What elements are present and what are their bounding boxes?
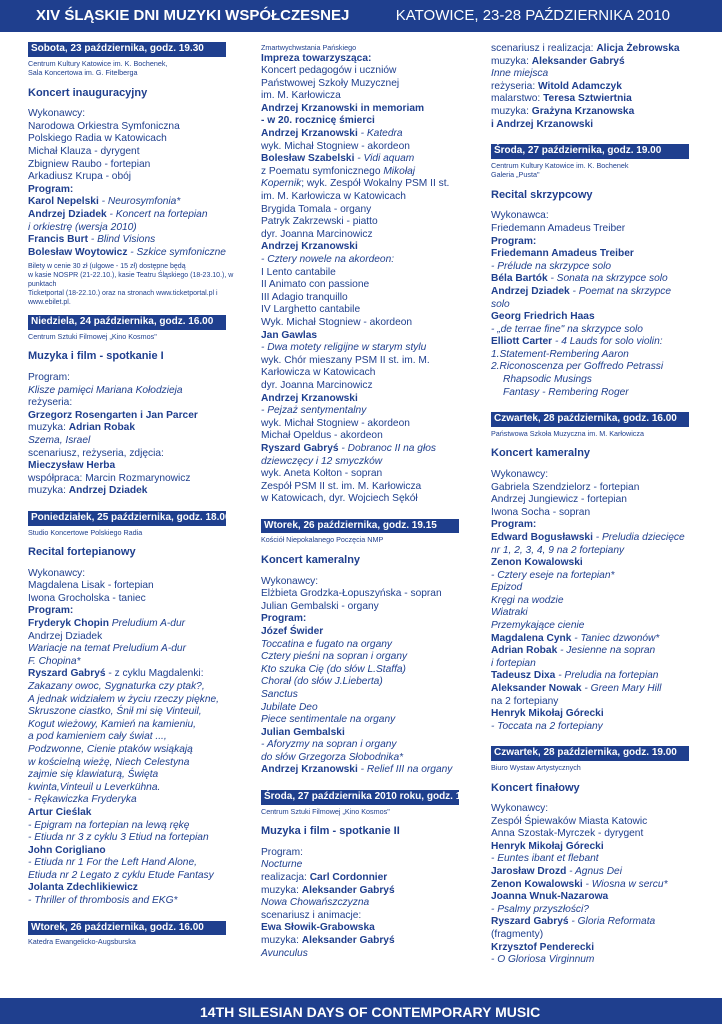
performers-label: Wykonawcy: (261, 575, 319, 587)
event-date: Poniedziałek, 25 października, godz. 18.00 (28, 511, 226, 526)
credit: muzyka: Aleksander Gabryś (261, 934, 395, 946)
event-heading: Impreza towarzysząca: (261, 52, 372, 64)
column-1 (28, 40, 244, 947)
program-item: zajmie się klawiaturą, Święta (28, 769, 159, 781)
program-item: kwinta,Vinteuil u Leverkühna. (28, 781, 161, 793)
composer: Henryk Mikołaj Górecki (491, 840, 604, 852)
program-item: Kto szuka Cię (do słów L.Staffa) (261, 663, 406, 675)
credit: Grzegorz Rosengarten i Jan Parcer (28, 409, 198, 421)
concert-title: Muzyka i film - spotkanie II (261, 825, 400, 838)
program-item: Andrzej Dziadek - Poemat na skrzypce (491, 285, 672, 297)
city-dates: KATOWICE, 23-28 PAŹDZIERNIKA 2010 (395, 7, 670, 24)
program-label: Program: (28, 183, 74, 195)
composer: Friedemann Amadeus Treiber (491, 248, 634, 260)
program-item: A jednak widziałem w życiu rzeczy piękne, (28, 693, 219, 705)
program-item: Magdalena Cynk - Taniec dzwonów* (491, 632, 660, 644)
performers-label: Wykonawca: (491, 210, 549, 222)
concert-title: Koncert inauguracyjny (28, 86, 148, 99)
performer: Julian Gembalski - organy (261, 600, 379, 612)
performer: Polskiego Radia w Katowicach (28, 133, 167, 145)
concert-title: Koncert kameralny (261, 553, 361, 566)
text-line: Karłowicza w Katowicach (261, 367, 376, 379)
program-item: - Psalmy przyszłości? (491, 903, 589, 915)
program-item: i orkiestrę (wersja 2010) (28, 221, 137, 233)
program-item: Piece sentimentale na organy (261, 714, 396, 726)
program-item: - Etiuda nr 3 z cyklu 3 Etiud na fortepian (28, 832, 209, 844)
text-line: wyk. Aneta Kołton - sopran (261, 468, 383, 480)
credit: reżyseria: (28, 397, 73, 409)
film-title: Avunculus (261, 947, 308, 959)
film-title: Klisze pamięci Mariana Kołodzieja (28, 384, 183, 396)
program-item: - Prélude na skrzypce solo (491, 260, 612, 272)
composer: Józef Świder (261, 625, 324, 637)
program-item: Bolesław Woytowicz - Szkice symfoniczne (28, 246, 226, 258)
venue: Centrum Kultury Katowice im. K. Bochenek, Sala Koncertowa im. G. Fitelberga (28, 58, 168, 78)
program-item: Francis Burt - Blind Visions (28, 234, 156, 246)
film-title: Szema, Israel (28, 434, 91, 446)
program-item: Edward Bogusławski - Preludia dziecięce (491, 531, 685, 543)
credit: Ewa Słowik-Grabowska (261, 922, 375, 934)
program-item: Przemykające cienie (491, 620, 585, 632)
ticket-info: Bilety w cenie 30 zł (ulgowe - 15 zł) dostępne będą w kasie NOSPR (21-22.10.), kasie Teatru Śląskiego (18-23.10.), w punktach Ticketportal (18-22.10.) oraz na stronach www.ticketportal.pl i www.ebilet.pl. (28, 263, 234, 307)
event-date: Wtorek, 26 października, godz. 16.00 (28, 921, 226, 936)
performer: Narodowa Orkiestra Symfoniczna (28, 120, 180, 132)
program-item: Etiuda nr 2 Legato z cyklu Etude Fantasy (28, 869, 214, 881)
credit: reżyseria: Witold Adamczyk (491, 80, 622, 92)
text-line: im. M. Karłowicza w Katowicach (261, 191, 406, 203)
text-line: wyk. Michał Stogniew - akordeon (261, 140, 410, 152)
program-item: Andrzej Krzanowski - Relief III na organy (261, 764, 453, 776)
composer: Krzysztof Penderecki (491, 941, 595, 953)
program-item: - Epigram na fortepian na lewą rękę (28, 819, 190, 831)
text-line: Wyk. Michał Stogniew - akordeon (261, 316, 413, 328)
program-item: Tadeusz Dixa - Preludia na fortepian (491, 670, 659, 682)
program-item: Sanctus (261, 688, 298, 700)
credit: muzyka: Aleksander Gabryś (491, 55, 625, 67)
performer: Iwona Socha - sopran (491, 506, 591, 518)
event-date: Czwartek, 28 października, godz. 19.00 (491, 746, 689, 761)
composer: Zenon Kowalowski (491, 557, 583, 569)
text-line: Koncert pedagogów i uczniów (261, 65, 397, 77)
footer-title: 14TH SILESIAN DAYS OF CONTEMPORARY MUSIC (200, 1004, 541, 1020)
program-item: Béla Bartók - Sonata na skrzypce solo (491, 273, 668, 285)
performers-label: Wykonawcy: (491, 803, 549, 815)
performers-label: Wykonawcy: (28, 567, 86, 579)
composer: Andrzej Krzanowski (261, 392, 358, 404)
venue: Studio Koncertowe Polskiego Radia (28, 527, 143, 537)
program-item: - O Gloriosa Virginnum (491, 954, 595, 966)
program-item: Wariacje na temat Preludium A-dur (28, 643, 186, 655)
program-label: Program: (261, 613, 307, 625)
column-3 (491, 43, 701, 967)
program-item: Ryszard Gabryś - Gloria Reformata (491, 916, 656, 928)
program-item: Ryszard Gabryś - z cyklu Magdalenki: (28, 668, 204, 680)
venue: Centrum Sztuki Filmowej „Kino Kosmos" (28, 331, 157, 341)
text-line: wyk. Michał Stogniew - akordeon (261, 417, 410, 429)
credit: malarstwo: Teresa Sztwiertnia (491, 93, 632, 105)
program-item: a pod kamieniem cały świat ..., (28, 731, 167, 743)
header-bar (0, 0, 722, 32)
concert-title: Recital skrzypcowy (491, 188, 593, 201)
composer: Julian Gembalski (261, 726, 345, 738)
composer: Jan Gawlas (261, 329, 318, 341)
performers-label: Wykonawcy: (28, 108, 86, 120)
performer: Magdalena Lisak - fortepian (28, 580, 154, 592)
composer: Andrzej Krzanowski (261, 241, 358, 253)
program-item: - Cztery eseje na fortepian* (491, 569, 615, 581)
performers-label: Wykonawcy: (491, 468, 549, 480)
text-line: Brygida Tomala - organy (261, 203, 372, 215)
program-item: dziewczęcy i 12 smyczków (261, 455, 383, 467)
composer: Henryk Mikołaj Górecki (491, 708, 604, 720)
performer: Friedemann Amadeus Treiber (491, 222, 626, 234)
venue: Centrum Sztuki Filmowej „Kino Kosmos" (261, 806, 390, 816)
credit: scenariusz i realizacja: Alicja Żebrowska (491, 43, 680, 54)
text-line: im. M. Karłowicza (261, 90, 341, 102)
program-item: - Euntes ibant et flebant (491, 853, 599, 865)
film-title: Inne miejsca (491, 68, 549, 80)
event-date: Środa, 27 października, godz. 19.00 (491, 144, 689, 159)
composer: John Corigliano (28, 844, 106, 856)
film-title: Nocturne (261, 859, 303, 871)
program-item: Jubilate Deo (261, 701, 318, 713)
event-heading: - w 20. rocznicę śmierci (261, 115, 375, 127)
program-item: Fantasy - Rembering Roger (503, 386, 629, 398)
film-title: Nowa Chowańszczyzna (261, 897, 370, 909)
text-line: Państwowej Szkoły Muzycznej (261, 77, 400, 89)
program-item: Aleksander Nowak - Green Mary Hill (491, 683, 662, 695)
performer: Andrzej Jungiewicz - fortepian (491, 494, 627, 506)
program-item: nr 1, 2, 3, 4, 9 na 2 fortepiany (491, 544, 625, 556)
performer: Gabriela Szendzielorz - fortepian (491, 481, 640, 493)
program-item: Fryderyk Chopin Preludium A-dur (28, 618, 186, 629)
text-line: Kopernik; wyk. Zespół Wokalny PSM II st. (261, 178, 450, 190)
venue: Państwowa Szkoła Muzyczna im. M. Karłowicza (491, 428, 644, 438)
performer: Elżbieta Grodzka-Łopuszyńska - sopran (261, 588, 442, 600)
program-item: (fragmenty) (491, 929, 544, 941)
program-item: - Rękawiczka Fryderyka (28, 794, 137, 806)
text-line: III Adagio tranquillo (261, 291, 348, 303)
program-item: - Dwa motety religijne w starym stylu (261, 342, 427, 354)
text-line: dyr. Joanna Marcinowicz (261, 379, 373, 391)
venue: Katedra Ewangelicko-Augsburska (28, 937, 136, 947)
venue: Kościół Niepokalanego Poczęcia NMP (261, 535, 384, 545)
text-line: w Katowicach, dyr. Wojciech Sękół (261, 493, 418, 505)
program-item: Adrian Robak - Jesienne na sopran (491, 645, 656, 657)
credit: scenariusz i animacje: (261, 909, 362, 921)
event-date: Czwartek, 28 października, godz. 16.00 (491, 412, 689, 427)
event-date: Niedziela, 24 października, godz. 16.00 (28, 315, 226, 330)
text-line: dyr. Joanna Marcinowicz (261, 228, 373, 240)
composer: Jolanta Zdechlikiewicz (28, 882, 138, 894)
program-item: Kręgi na wodzie (491, 594, 564, 606)
program-item: Elliott Carter - 4 Lauds for solo violin: (491, 336, 663, 348)
program-item: Zenon Kowalowski - Wiosna w sercu* (491, 878, 668, 890)
concert-title: Muzyka i film - spotkanie I (28, 350, 164, 363)
festival-title: XIV ŚLĄSKIE DNI MUZYKI WSPÓŁCZESNEJ (36, 7, 350, 24)
program-label: Program: (491, 235, 537, 247)
program-item: Chorał (do słów J.Lieberta) (261, 676, 383, 688)
program-item: Toccatina e fugato na organy (261, 638, 393, 650)
program-item: Andrzej Dziadek (28, 630, 103, 642)
program-item: Jarosław Drozd - Agnus Dei (491, 866, 622, 878)
program-item: Karol Nepelski - Neurosymfonia* (28, 196, 181, 208)
program-item: solo (491, 298, 510, 310)
program-item: w kościelną wieżę, Niech Celestyna (28, 756, 190, 768)
composer: Joanna Wnuk-Nazarowa (491, 891, 609, 903)
performer: Iwona Grocholska - taniec (28, 592, 146, 604)
program-item: Andrzej Dziadek - Koncert na fortepian (28, 208, 208, 220)
program-item: do słów Grzegorza Słobodnika* (261, 751, 404, 763)
credit: i Andrzej Krzanowski (491, 118, 594, 130)
text-line: z Poematu symfonicznego Mikołaj (261, 165, 416, 177)
program-item: Podzwonne, Cienie ptaków wsiąkają (28, 743, 193, 755)
concert-title: Koncert finałowy (491, 781, 580, 794)
concert-title: Koncert kameralny (491, 447, 591, 460)
program-item: Ryszard Gabryś - Dobranoc II na głos (261, 442, 436, 454)
credit: realizacja: Carl Cordonnier (261, 871, 388, 883)
venue: Zmartwychwstania Pańskiego (261, 43, 357, 52)
composer: Georg Friedrich Haas (491, 311, 595, 323)
column-2 (261, 43, 481, 960)
program-item: Wiatraki (491, 607, 528, 619)
event-date: Środa, 27 października 2010 roku, godz. 16.00 (261, 790, 459, 805)
text-line: wyk. Chór mieszany PSM II st. im. M. (261, 354, 430, 366)
performer: Zespół Śpiewaków Miasta Katowic (491, 815, 648, 827)
text-line: IV Larghetto cantabile (261, 304, 361, 316)
program-item: F. Chopina* (28, 655, 81, 667)
event-date: Sobota, 23 października, godz. 19.30 (28, 42, 226, 57)
credit: współpraca: Marcin Rozmarynowicz (28, 472, 191, 484)
credit: muzyka: Grażyna Krzanowska (491, 105, 635, 117)
text-line: Michał Opeldus - akordeon (261, 430, 383, 442)
program-label: Program: (28, 372, 70, 383)
text-line: II Animato con passione (261, 279, 370, 291)
program-item: i fortepian (491, 657, 536, 669)
program-item: Kogut wieżowy, Kamień na kamieniu, (28, 718, 196, 730)
venue: Centrum Kultury Katowice im. K. Bochenek Galeria „Pusta" (491, 160, 629, 180)
credit: scenariusz, reżyseria, zdjęcia: (28, 447, 164, 459)
program-item: - Etiuda nr 1 For the Left Hand Alone, (28, 857, 197, 869)
program-item: - „de terrae fine" na skrzypce solo (491, 323, 643, 335)
text-line: I Lento cantabile (261, 266, 336, 278)
program-item: Rhapsodic Musings (503, 374, 592, 386)
program-label: Program: (261, 846, 303, 858)
program-item: - Toccata na 2 fortepiany (491, 720, 603, 732)
event-date: Wtorek, 26 października, godz. 19.15 (261, 519, 459, 534)
program-item: Bolesław Szabelski - Vidi aquam (261, 153, 415, 165)
performer: Michał Klauza - dyrygent (28, 145, 140, 157)
program-item: - Pejzaż sentymentalny (261, 405, 367, 417)
composer: Artur Cieślak (28, 806, 92, 818)
program-item: Andrzej Krzanowski - Katedra (261, 128, 403, 140)
program-item: 2.Riconoscenza per Goffredo Petrassi (491, 361, 664, 373)
event-heading: Andrzej Krzanowski in memoriam (261, 102, 425, 114)
program-item: Epizod (491, 582, 523, 594)
program-label: Program: (491, 519, 537, 531)
performer: Arkadiusz Krupa - obój (28, 171, 132, 183)
text-line: Patryk Zakrzewski - piatto (261, 216, 378, 228)
program-item: Zakazany owoc, Sygnaturka czy ptak?, (28, 680, 205, 692)
program-item: na 2 fortepiany (491, 695, 559, 707)
venue: Biuro Wystaw Artystycznych (491, 763, 581, 772)
credit: Mieczysław Herba (28, 460, 116, 472)
program-item: - Aforyzmy na sopran i organy (261, 739, 397, 751)
credit: muzyka: Adrian Robak (28, 422, 135, 434)
performer: Zbigniew Raubo - fortepian (28, 158, 151, 170)
footer-bar (0, 998, 722, 1024)
program-label: Program: (28, 605, 74, 617)
program-item: Skruszone ciastko, Śnił mi się Vinteuil, (28, 706, 202, 718)
program-item: 1.Statement-Rembering Aaron (491, 348, 629, 360)
text-line: Zespół PSM II st. im. M. Karłowicza (261, 480, 422, 492)
performer: Anna Szostak-Myrczek - dyrygent (491, 828, 644, 840)
program-item: - Cztery nowele na akordeon: (261, 254, 395, 265)
program-item: - Thriller of thrombosis and EKG* (28, 895, 178, 907)
credit: muzyka: Aleksander Gabryś (261, 884, 395, 896)
program-item: Cztery pieśni na sopran i organy (261, 651, 408, 663)
credit: muzyka: Andrzej Dziadek (28, 485, 148, 497)
concert-title: Recital fortepianowy (28, 546, 136, 559)
